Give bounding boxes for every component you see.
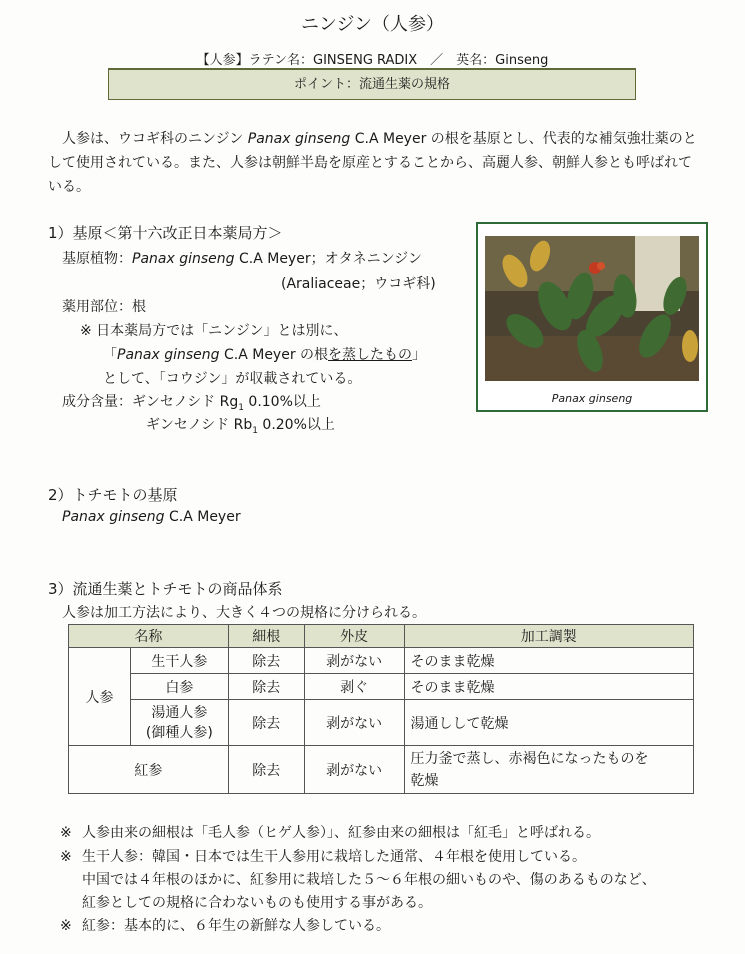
page-title: ニンジン（人参）: [300, 14, 445, 35]
row-root: 除去: [228, 746, 304, 794]
pharmacopoeia-note-line3: として、「コウジン」が収載されている。: [103, 371, 362, 387]
origin-plant-line: 基原植物：Panax ginseng C.A Meyer；オタネニンジン: [62, 251, 422, 267]
group-cell: 人参: [69, 648, 131, 746]
section2-heading: 2）トチモトの基原: [48, 486, 178, 504]
row-skin: 剥がない: [304, 746, 404, 794]
row-process: そのまま乾燥: [404, 648, 693, 674]
row-name: 湯通人参 (御種人参): [130, 700, 228, 746]
ginseng-plant-photo: [485, 236, 699, 381]
ginseng-photo-frame: [476, 222, 708, 412]
row-root: 除去: [228, 674, 304, 700]
row-name: 生干人参: [130, 648, 228, 674]
row-name: 白参: [130, 674, 228, 700]
header-processing: 加工調製: [404, 625, 693, 648]
row-skin: 剥ぐ: [304, 674, 404, 700]
table-header-row: [69, 625, 694, 648]
table-row: [69, 746, 694, 794]
section3-subtext: 人参は加工方法により、大きく４つの規格に分けられる。: [62, 605, 426, 621]
point-banner: ポイント：流通生薬の規格: [108, 68, 636, 100]
family-line: (Araliaceae；ウコギ科): [281, 276, 436, 292]
note-fine-root: ※ 人参由来の細根は「毛人参（ヒゲ人参）」、紅参由来の細根は「紅毛」と呼ばれる。: [60, 825, 600, 841]
note-raw-dried: ※ 生干人参：韓国・日本では生干人参用に栽培した通常、４年根を使用している。: [60, 849, 586, 865]
table-row: [69, 648, 694, 674]
intro-paragraph: 人参は、ウコギ科のニンジン Panax ginseng C.A Meyer の根を基原とし、代表的な補気強壮薬のとして使用されている。また、人参は朝鮮半島を原産とすることから、高麗人参、朝鮮人参とも呼ばれている。: [48, 131, 697, 195]
row-process: 圧力釜で蒸し、赤褐色になったものを 乾燥: [404, 746, 693, 794]
section3-heading: 3）流通生薬とトチモトの商品体系: [48, 580, 283, 598]
ginseng-spec-table: [68, 624, 694, 794]
photo-caption: Panax ginseng: [551, 392, 633, 405]
pharmacopoeia-note-line2: 「Panax ginseng C.A Meyer の根を蒸したもの」: [103, 347, 427, 363]
medicinal-part-line: 薬用部位：根: [62, 299, 146, 315]
row-process: 湯通しして乾燥: [404, 700, 693, 746]
header-name: 名称: [69, 625, 229, 648]
row-skin: 剥がない: [304, 648, 404, 674]
content-line2: ギンセノシド $Rb_1$ 0.20%以上: [146, 417, 335, 436]
pharmacopoeia-note-line1: ※ 日本薬局方では「ニンジン」とは別に、: [80, 323, 348, 339]
section1-heading: 1）基原＜第十六改正日本薬局方＞: [48, 224, 283, 242]
row-root: 除去: [228, 700, 304, 746]
table-row: [69, 674, 694, 700]
header-skin: 外皮: [304, 625, 404, 648]
note-raw-dried-cont1: 中国では４年根のほかに、紅参用に栽培した５～６年根の細いものや、傷のあるものなど、: [82, 872, 656, 888]
latin-english-name: 【人参】ラテン名：GINSENG RADIX ／ 英名：Ginseng: [196, 53, 549, 68]
row-process: そのまま乾燥: [404, 674, 693, 700]
note-red-ginseng: ※ 紅参：基本的に、６年生の新鮮な人参している。: [60, 918, 390, 934]
header-fine-root: 細根: [228, 625, 304, 648]
row-name: 紅参: [69, 746, 229, 794]
row-root: 除去: [228, 648, 304, 674]
tochimoto-origin-line: Panax ginseng C.A Meyer: [62, 509, 241, 525]
row-skin: 剥がない: [304, 700, 404, 746]
content-line1: 成分含量：ギンセノシド $Rg_1$ 0.10%以上: [62, 394, 321, 413]
note-raw-dried-cont2: 紅参としての規格に合わないものも使用する事がある。: [82, 895, 432, 911]
table-row: [69, 700, 694, 746]
